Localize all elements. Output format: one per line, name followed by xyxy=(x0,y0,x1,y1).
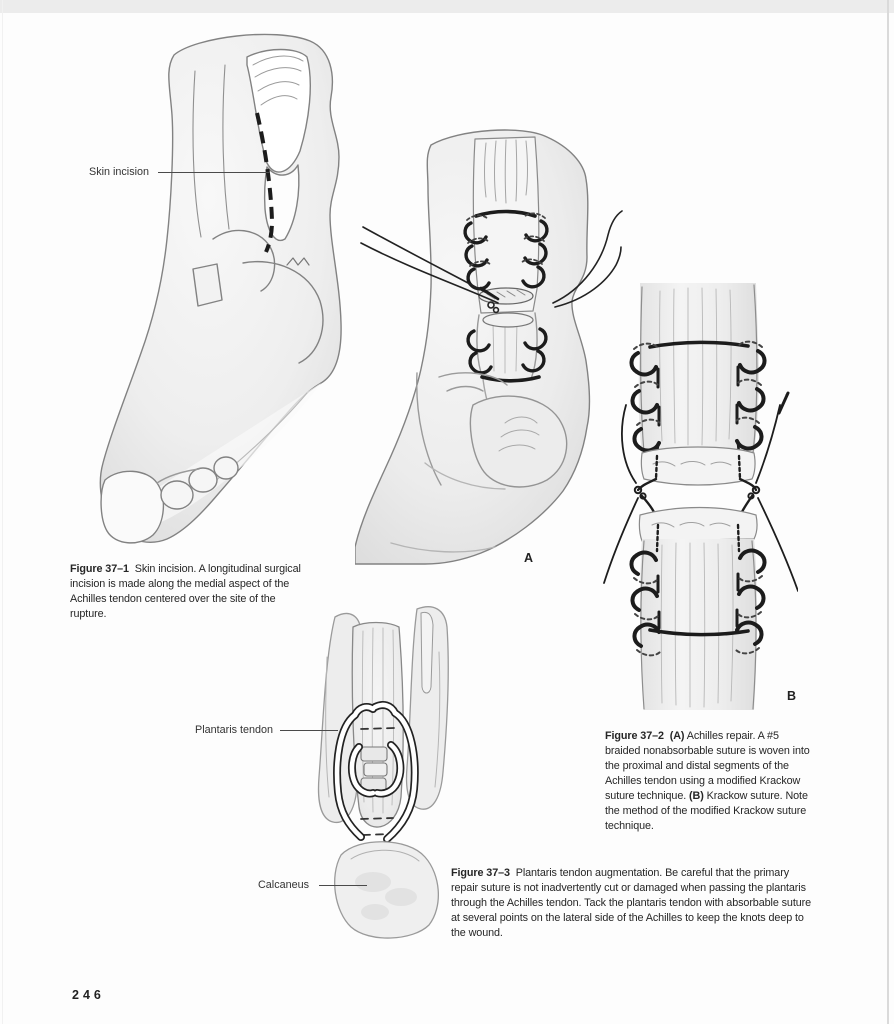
panel-label-a: A xyxy=(524,551,534,565)
figure-37-2b-illustration xyxy=(598,283,798,711)
figure-37-3-caption: Figure 37–3 Plantaris tendon augmentation. Be careful that the primary repair suture is not inadvertently cut or damaged when passing the plantaris through the Achilles tendon. Tack the plantaris tendon with absorbable suture at several points on the lateral side of the Achilles to keep the knots deep to the wound. xyxy=(451,867,812,939)
calcaneus-label xyxy=(258,879,367,891)
plantaris-tendon-label-text: Plantaris tendon xyxy=(195,724,274,736)
page-number: 246 xyxy=(72,988,105,1002)
figure-37-1-caption: Figure 37–1 Skin incision. A longitudinal surgical incision is made along the medial aspect of the Achilles tendon centered over the site of the rupture. xyxy=(70,563,301,620)
calcaneus-label-text: Calcaneus xyxy=(258,879,310,891)
plantaris-tendon-label xyxy=(195,724,338,736)
achilles-repair-drawing xyxy=(355,123,625,565)
toe xyxy=(214,457,238,479)
tendon-weave-box xyxy=(361,747,387,791)
page-right-edge xyxy=(887,0,889,1024)
plantaris-leader-line xyxy=(280,730,338,731)
figure-37-2a-illustration xyxy=(355,123,625,565)
big-toe xyxy=(101,471,163,543)
rupture-stump-distal xyxy=(483,313,533,327)
toe xyxy=(161,481,193,509)
rupture-end-proximal xyxy=(641,447,755,485)
skin-incision-label xyxy=(89,166,270,178)
skin-incision-label-text: Skin incision xyxy=(89,166,150,178)
foot-skin-incision-drawing xyxy=(95,25,350,560)
figure-37-2-caption: Figure 37–2 (A) Achilles repair. A #5 braided nonabsorbable suture is woven into the proximal and distal segments of the Achilles tendon using a modified Krackow suture technique. (B) Krackow suture. Note the method of the modified Krackow suture technique. xyxy=(605,730,810,832)
page-top-edge xyxy=(0,0,894,13)
panel-label-b: B xyxy=(787,689,797,703)
fibula-strip xyxy=(421,612,433,693)
retinaculum-tab xyxy=(193,264,222,306)
krackow-suture-drawing xyxy=(598,283,798,711)
calcaneus-leader-line xyxy=(319,885,367,886)
figure-37-1-illustration xyxy=(95,25,350,560)
toe xyxy=(189,468,217,492)
page-left-edge xyxy=(2,0,3,1024)
skin-incision-leader-line xyxy=(158,172,270,173)
